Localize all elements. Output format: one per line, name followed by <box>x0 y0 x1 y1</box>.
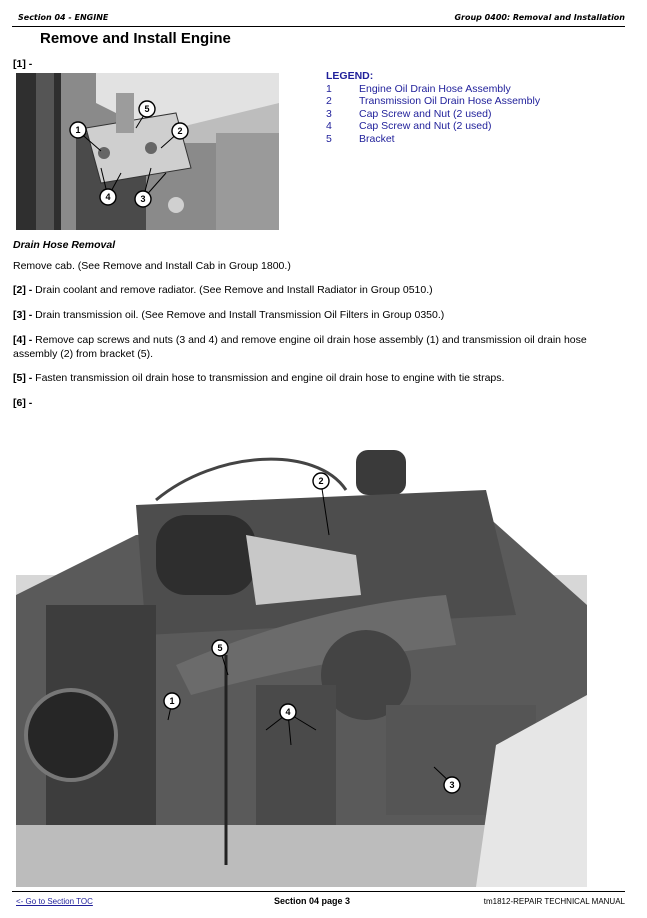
drain-hose-bracket-photo <box>16 73 279 230</box>
step-3: [3] - Drain transmission oil. (See Remove and Install Transmission Oil Filters in Group 0350.) <box>13 309 445 321</box>
section-toc-link[interactable]: <- Go to Section TOC <box>16 897 93 906</box>
callout-4: 4 <box>105 192 111 202</box>
callout-1: 1 <box>75 125 81 135</box>
photo2-callout-4: 4 <box>285 707 291 717</box>
legend-item: 1 Engine Oil Drain Hose Assembly <box>326 82 511 95</box>
legend-item: 2 Transmission Oil Drain Hose Assembly <box>326 95 541 107</box>
photo2-callout-3: 3 <box>449 780 455 790</box>
step-4: [4] - Remove cap screws and nuts (3 and 4) and remove engine oil drain hose assembly (1) and transmission oil drain hose assembly (2) from bracket (5). <box>13 334 587 360</box>
step-2: [2] - Drain coolant and remove radiator. (See Remove and Install Radiator in Group 0510.) <box>13 284 433 296</box>
header-section: Section 04 - ENGINE <box>18 13 109 22</box>
section-heading: Drain Hose Removal <box>13 239 116 251</box>
callout-5: 5 <box>144 104 150 114</box>
step-5: [5] - Fasten transmission oil drain hose to transmission and engine oil drain hose to engine with tie straps. <box>13 372 505 384</box>
legend-item: 3 Cap Screw and Nut (2 used) <box>326 107 492 120</box>
page-title: Remove and Install Engine <box>40 30 231 47</box>
legend <box>326 70 540 145</box>
photo2-callout-1: 1 <box>169 696 175 706</box>
step-intro: Remove cab. (See Remove and Install Cab in Group 1800.) <box>13 260 291 272</box>
page-header <box>12 10 625 27</box>
callout-2: 2 <box>177 126 183 136</box>
page-footer <box>12 891 625 912</box>
photo2-callout-2: 2 <box>318 476 324 486</box>
header-group: Group 0400: Removal and Installation <box>454 13 625 22</box>
callout-3: 3 <box>140 194 146 204</box>
legend-title: LEGEND: <box>326 70 374 82</box>
step-1-label: [1] - <box>13 58 33 70</box>
photo2-callout-5: 5 <box>217 643 223 653</box>
engine-overview-photo <box>16 445 587 887</box>
legend-item: 5 Bracket <box>326 132 395 145</box>
manual-name: tm1812-REPAIR TECHNICAL MANUAL <box>483 897 625 906</box>
step-6: [6] - <box>13 397 33 409</box>
page-number: Section 04 page 3 <box>274 896 351 906</box>
legend-item: 4 Cap Screw and Nut (2 used) <box>326 120 492 132</box>
